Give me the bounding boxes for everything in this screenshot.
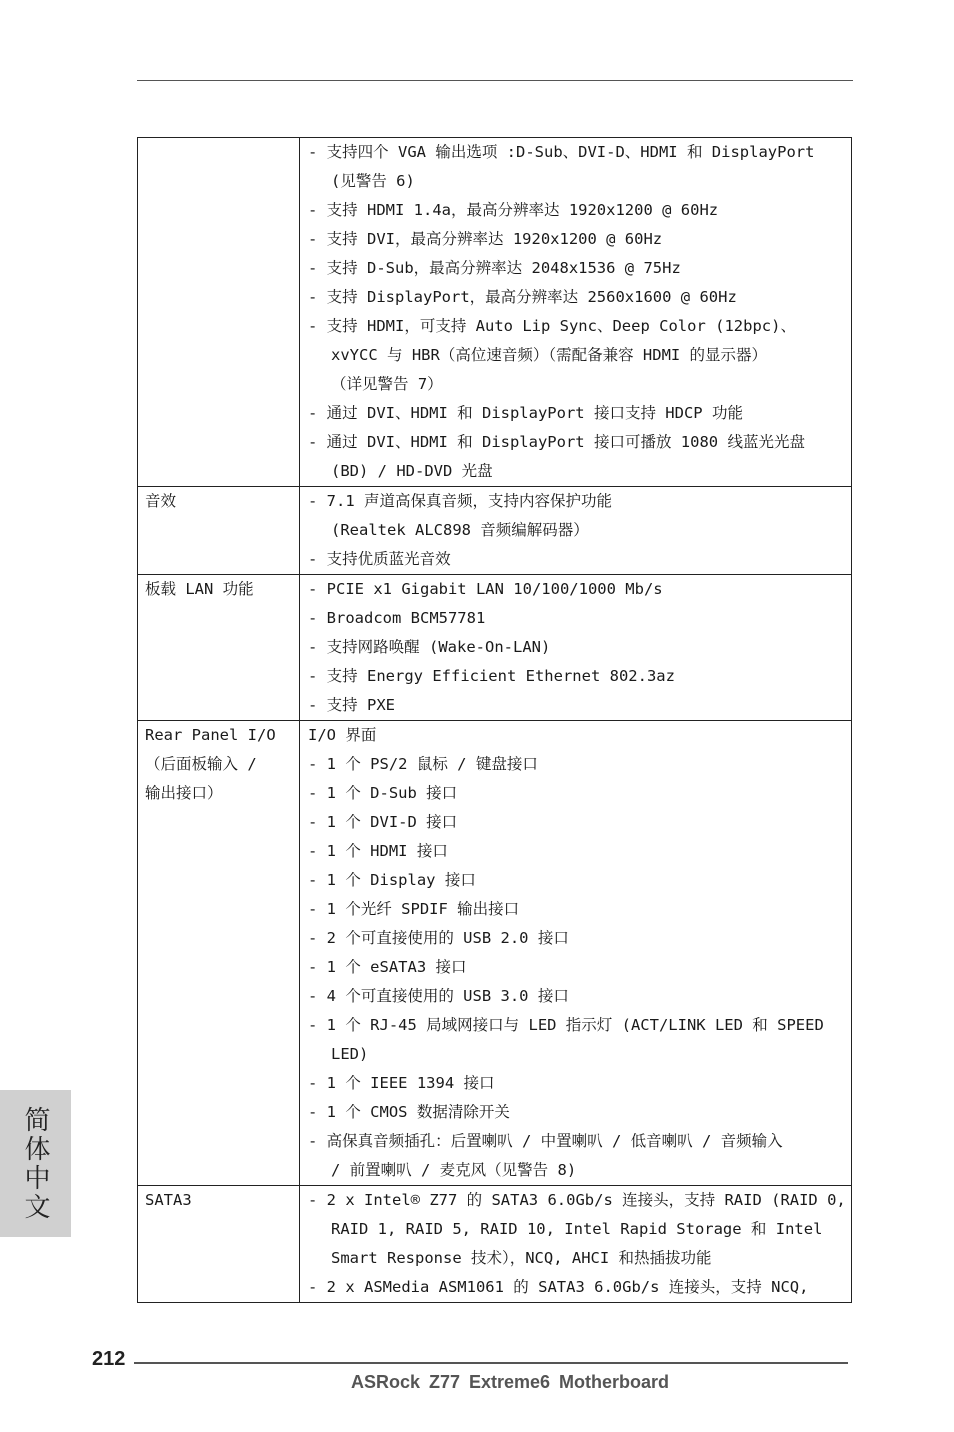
spec-line: - 支持 PXE: [308, 696, 395, 714]
spec-content-cell: [300, 575, 852, 721]
spec-label: 输出接口）: [145, 784, 223, 802]
spec-line: - 1 个 eSATA3 接口: [308, 958, 467, 976]
spec-line: - 支持 D-Sub，最高分辨率达 2048x1536 @ 75Hz: [308, 259, 681, 277]
spec-label: SATA3: [145, 1191, 192, 1209]
page-number: 212: [92, 1348, 126, 1370]
spec-row: [138, 721, 852, 1186]
spec-line: - PCIE x1 Gigabit LAN 10/100/1000 Mb/s: [308, 580, 663, 598]
spec-line: (BD) / HD-DVD 光盘: [331, 462, 493, 480]
spec-label: 音效: [145, 492, 177, 510]
spec-row: [138, 487, 852, 575]
spec-line: Smart Response 技术），NCQ, AHCI 和热插拔功能: [331, 1249, 712, 1267]
spec-line: - 1 个 HDMI 接口: [308, 842, 448, 860]
spec-line: RAID 1, RAID 5, RAID 10, Intel Rapid Storage 和 Intel: [331, 1220, 823, 1238]
footer-title: ASRock Z77 Extreme6 Motherboard: [350, 1372, 670, 1392]
spec-line: - 1 个 DVI-D 接口: [308, 813, 458, 831]
spec-table-body: [138, 138, 852, 1303]
spec-row: [138, 138, 852, 487]
spec-line: - 1 个 D-Sub 接口: [308, 784, 458, 802]
spec-line: - 1 个 IEEE 1394 接口: [308, 1074, 495, 1092]
spec-line: - 2 个可直接使用的 USB 2.0 接口: [308, 929, 569, 947]
spec-line: - 支持 HDMI 1.4a，最高分辨率达 1920x1200 @ 60Hz: [308, 201, 719, 219]
spec-label-cell: [138, 138, 300, 487]
spec-row: [138, 1186, 852, 1303]
spec-label: （后面板输入 /: [145, 755, 257, 773]
spec-line: - 支持四个 VGA 输出选项 :D-Sub、DVI-D、HDMI 和 DisplayPort: [308, 143, 815, 161]
spec-line: - 1 个 Display 接口: [308, 871, 476, 889]
spec-row: [138, 575, 852, 721]
language-tab: [0, 1090, 71, 1237]
spec-line: - 支持网路唤醒 (Wake-On-LAN): [308, 638, 551, 656]
spec-label: 板载 LAN 功能: [145, 580, 254, 598]
spec-label-cell: [138, 1186, 300, 1303]
spec-line: - 2 x ASMedia ASM1061 的 SATA3 6.0Gb/s 连接头，支持 NCQ,: [308, 1278, 809, 1296]
spec-line: LED): [331, 1045, 369, 1063]
spec-label-cell: [138, 721, 300, 1186]
spec-line: - 1 个 RJ-45 局域网接口与 LED 指示灯 (ACT/LINK LED 和 SPEED: [308, 1016, 824, 1034]
spec-line: - 1 个光纤 SPDIF 输出接口: [308, 900, 520, 918]
spec-line: - 支持 Energy Efficient Ethernet 802.3az: [308, 667, 675, 685]
spec-line: - 支持 DisplayPort，最高分辨率达 2560x1600 @ 60Hz: [308, 288, 737, 306]
spec-line: - 2 x Intel® Z77 的 SATA3 6.0Gb/s 连接头，支持 RAID (RAID 0,: [308, 1191, 846, 1209]
spec-content-cell: [300, 721, 852, 1186]
spec-content-cell: [300, 1186, 852, 1303]
spec-line: - 4 个可直接使用的 USB 3.0 接口: [308, 987, 569, 1005]
spec-line: - 高保真音频插孔：后置喇叭 / 中置喇叭 / 低音喇叭 / 音频输入: [308, 1132, 783, 1150]
spec-label: Rear Panel I/O: [145, 726, 276, 744]
spec-line: （详见警告 7）: [331, 375, 443, 393]
spec-label-cell: [138, 575, 300, 721]
header-rule: [137, 80, 853, 81]
spec-line: - 支持优质蓝光音效: [308, 550, 451, 568]
spec-line: / 前置喇叭 / 麦克风（见警告 8): [331, 1161, 577, 1179]
language-tab-label: 简体中文: [20, 1105, 50, 1222]
spec-table: [137, 137, 852, 1303]
spec-line: I/O 界面: [308, 726, 377, 744]
spec-line: (Realtek ALC898 音频编解码器）: [331, 521, 589, 539]
spec-line: - 支持 DVI，最高分辨率达 1920x1200 @ 60Hz: [308, 230, 663, 248]
spec-content-cell: [300, 487, 852, 575]
spec-line: (见警告 6): [331, 172, 415, 190]
spec-line: - 7.1 声道高保真音频，支持内容保护功能: [308, 492, 612, 510]
spec-label-cell: [138, 487, 300, 575]
spec-line: - 通过 DVI、HDMI 和 DisplayPort 接口可播放 1080 线蓝光光盘: [308, 433, 805, 451]
spec-line: - 1 个 CMOS 数据清除开关: [308, 1103, 510, 1121]
spec-line: - 1 个 PS/2 鼠标 / 键盘接口: [308, 755, 538, 773]
spec-line: - 通过 DVI、HDMI 和 DisplayPort 接口支持 HDCP 功能: [308, 404, 743, 422]
spec-line: xvYCC 与 HBR（高位速音频）（需配备兼容 HDMI 的显示器）: [331, 346, 768, 364]
spec-line: - Broadcom BCM57781: [308, 609, 486, 627]
spec-content-cell: [300, 138, 852, 487]
spec-line: - 支持 HDMI，可支持 Auto Lip Sync、Deep Color (12bpc)、: [308, 317, 796, 335]
footer-rule: [134, 1362, 848, 1364]
